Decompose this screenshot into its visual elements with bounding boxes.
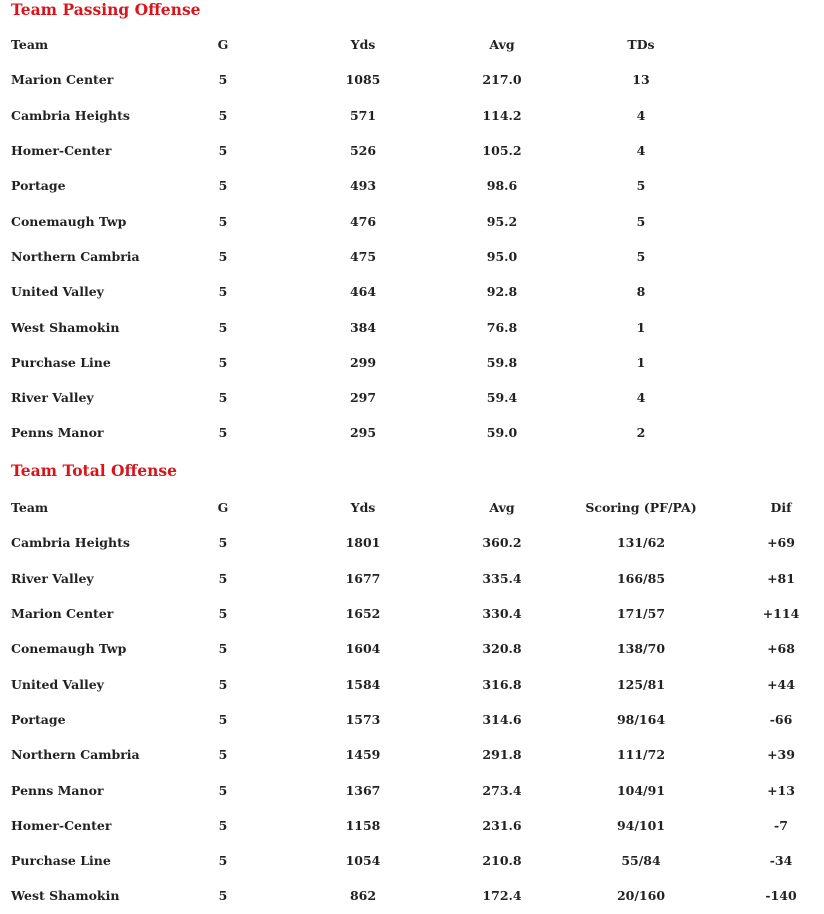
yards-cell: 1652	[345, 606, 381, 622]
yards-cell: 571	[349, 107, 377, 123]
average-cell: 291.8	[482, 747, 522, 763]
games-cell: 5	[218, 178, 228, 194]
column-header-touchdowns[interactable]: TDs	[627, 37, 655, 53]
total-section-title: Team Total Offense	[11, 461, 177, 480]
average-cell: 59.4	[486, 390, 518, 406]
scoring-cell: 55/84	[621, 853, 661, 869]
average-cell: 92.8	[486, 284, 518, 300]
spacer-cell	[729, 239, 824, 274]
column-header-team[interactable]: Team	[11, 500, 49, 516]
table-row	[0, 561, 824, 596]
table-row	[0, 62, 824, 97]
column-header-yards[interactable]: Yds	[350, 37, 376, 53]
games-cell: 5	[218, 284, 228, 300]
table-row	[0, 737, 824, 772]
average-cell: 210.8	[482, 853, 522, 869]
average-cell: 95.0	[486, 248, 518, 264]
scoring-cell: 131/62	[616, 535, 666, 551]
average-cell: 314.6	[482, 711, 522, 727]
table-row	[0, 345, 824, 380]
scoring-cell: 166/85	[616, 570, 666, 586]
table-row	[0, 843, 824, 878]
table-row	[0, 702, 824, 737]
table-row	[0, 133, 824, 168]
yards-cell: 464	[349, 284, 377, 300]
games-cell: 5	[218, 641, 228, 657]
table-row	[0, 631, 824, 666]
table-row	[0, 878, 824, 913]
games-cell: 5	[218, 354, 228, 370]
spacer-cell	[729, 133, 824, 168]
scoring-cell: 94/101	[616, 817, 666, 833]
games-cell: 5	[218, 782, 228, 798]
team-name-cell: Portage	[11, 178, 66, 194]
average-cell: 105.2	[482, 143, 522, 159]
team-name-cell: United Valley	[11, 284, 104, 300]
table-header-row	[0, 27, 824, 62]
yards-cell: 1158	[345, 817, 381, 833]
games-cell: 5	[218, 888, 228, 904]
games-cell: 5	[218, 107, 228, 123]
yards-cell: 299	[349, 354, 377, 370]
table-row	[0, 203, 824, 238]
touchdowns-cell: 1	[636, 354, 646, 370]
average-cell: 320.8	[482, 641, 522, 657]
team-name-cell: River Valley	[11, 570, 94, 586]
team-name-cell: Conemaugh Twp	[11, 641, 127, 657]
team-name-cell: Northern Cambria	[11, 248, 140, 264]
differential-cell: +68	[767, 641, 795, 657]
yards-cell: 475	[349, 248, 377, 264]
differential-cell: +81	[767, 570, 795, 586]
yards-cell: 476	[349, 213, 377, 229]
column-header-scoring[interactable]: Scoring (PF/PA)	[585, 500, 697, 516]
column-header-team[interactable]: Team	[11, 37, 49, 53]
differential-cell: +39	[767, 747, 795, 763]
table-row	[0, 415, 824, 450]
games-cell: 5	[218, 425, 228, 441]
games-cell: 5	[218, 711, 228, 727]
spacer-cell	[729, 274, 824, 309]
yards-cell: 1604	[345, 641, 381, 657]
differential-cell: +44	[767, 676, 795, 692]
games-cell: 5	[218, 570, 228, 586]
yards-cell: 526	[349, 143, 377, 159]
column-header-differential[interactable]: Dif	[770, 500, 792, 516]
total-offense-table	[0, 490, 824, 914]
table-row	[0, 525, 824, 560]
passing-offense-table	[0, 27, 824, 451]
differential-cell: -34	[769, 853, 793, 869]
games-cell: 5	[218, 319, 228, 335]
scoring-cell: 104/91	[616, 782, 666, 798]
games-cell: 5	[218, 248, 228, 264]
column-header-average[interactable]: Avg	[489, 500, 515, 516]
games-cell: 5	[218, 390, 228, 406]
spacer-cell	[729, 168, 824, 203]
average-cell: 273.4	[482, 782, 522, 798]
table-row	[0, 772, 824, 807]
touchdowns-cell: 4	[636, 390, 646, 406]
table-row	[0, 239, 824, 274]
average-cell: 360.2	[482, 535, 522, 551]
team-name-cell: Northern Cambria	[11, 747, 140, 763]
average-cell: 98.6	[486, 178, 518, 194]
average-cell: 59.8	[486, 354, 518, 370]
average-cell: 217.0	[482, 72, 522, 88]
table-row	[0, 666, 824, 701]
spacer-cell	[729, 203, 824, 238]
team-name-cell: Marion Center	[11, 72, 114, 88]
table-header-row	[0, 490, 824, 525]
table-row	[0, 309, 824, 344]
spacer-cell	[729, 62, 824, 97]
team-name-cell: Homer-Center	[11, 817, 112, 833]
differential-cell: +69	[767, 535, 795, 551]
team-name-cell: River Valley	[11, 390, 94, 406]
games-cell: 5	[218, 853, 228, 869]
yards-cell: 1085	[345, 72, 381, 88]
games-cell: 5	[218, 535, 228, 551]
column-spacer	[729, 27, 824, 62]
touchdowns-cell: 2	[636, 425, 646, 441]
yards-cell: 295	[349, 425, 377, 441]
touchdowns-cell: 5	[636, 178, 646, 194]
team-name-cell: West Shamokin	[11, 888, 120, 904]
touchdowns-cell: 1	[636, 319, 646, 335]
average-cell: 231.6	[482, 817, 522, 833]
games-cell: 5	[218, 676, 228, 692]
column-header-games[interactable]: G	[217, 37, 229, 53]
differential-cell: -66	[769, 711, 793, 727]
spacer-cell	[729, 98, 824, 133]
touchdowns-cell: 4	[636, 143, 646, 159]
yards-cell: 1573	[345, 711, 381, 727]
differential-cell: +13	[767, 782, 795, 798]
table-row	[0, 808, 824, 843]
team-name-cell: West Shamokin	[11, 319, 120, 335]
table-row	[0, 168, 824, 203]
table-row	[0, 98, 824, 133]
column-header-games[interactable]: G	[217, 500, 229, 516]
touchdowns-cell: 8	[636, 284, 646, 300]
scoring-cell: 98/164	[616, 711, 666, 727]
touchdowns-cell: 5	[636, 248, 646, 264]
touchdowns-cell: 4	[636, 107, 646, 123]
average-cell: 335.4	[482, 570, 522, 586]
yards-cell: 297	[349, 390, 377, 406]
average-cell: 76.8	[486, 319, 518, 335]
yards-cell: 862	[349, 888, 377, 904]
scoring-cell: 125/81	[616, 676, 666, 692]
spacer-cell	[729, 309, 824, 344]
yards-cell: 1677	[345, 570, 381, 586]
games-cell: 5	[218, 213, 228, 229]
differential-cell: -7	[774, 817, 788, 833]
games-cell: 5	[218, 143, 228, 159]
table-row	[0, 596, 824, 631]
team-name-cell: Marion Center	[11, 606, 114, 622]
team-name-cell: United Valley	[11, 676, 104, 692]
spacer-cell	[729, 380, 824, 415]
scoring-cell: 111/72	[616, 747, 666, 763]
spacer-cell	[729, 415, 824, 450]
scoring-cell: 20/160	[616, 888, 666, 904]
yards-cell: 1367	[345, 782, 381, 798]
team-name-cell: Purchase Line	[11, 354, 111, 370]
passing-section-title: Team Passing Offense	[11, 0, 201, 19]
yards-cell: 493	[349, 178, 377, 194]
team-name-cell: Purchase Line	[11, 853, 111, 869]
average-cell: 95.2	[486, 213, 518, 229]
average-cell: 59.0	[486, 425, 518, 441]
average-cell: 114.2	[482, 107, 522, 123]
average-cell: 316.8	[482, 676, 522, 692]
scoring-cell: 171/57	[616, 606, 666, 622]
team-name-cell: Cambria Heights	[11, 107, 130, 123]
games-cell: 5	[218, 606, 228, 622]
table-row	[0, 274, 824, 309]
team-name-cell: Portage	[11, 711, 66, 727]
team-name-cell: Cambria Heights	[11, 535, 130, 551]
scoring-cell: 138/70	[616, 641, 666, 657]
yards-cell: 384	[349, 319, 377, 335]
spacer-cell	[729, 345, 824, 380]
column-header-average[interactable]: Avg	[489, 37, 515, 53]
differential-cell: -140	[765, 888, 797, 904]
yards-cell: 1459	[345, 747, 381, 763]
team-name-cell: Penns Manor	[11, 782, 104, 798]
yards-cell: 1801	[345, 535, 381, 551]
column-header-yards[interactable]: Yds	[350, 500, 376, 516]
team-name-cell: Penns Manor	[11, 425, 104, 441]
table-row	[0, 380, 824, 415]
average-cell: 172.4	[482, 888, 522, 904]
team-name-cell: Conemaugh Twp	[11, 213, 127, 229]
games-cell: 5	[218, 747, 228, 763]
touchdowns-cell: 5	[636, 213, 646, 229]
yards-cell: 1584	[345, 676, 381, 692]
games-cell: 5	[218, 817, 228, 833]
games-cell: 5	[218, 72, 228, 88]
differential-cell: +114	[762, 606, 800, 622]
touchdowns-cell: 13	[632, 72, 650, 88]
team-name-cell: Homer-Center	[11, 143, 112, 159]
average-cell: 330.4	[482, 606, 522, 622]
yards-cell: 1054	[345, 853, 381, 869]
